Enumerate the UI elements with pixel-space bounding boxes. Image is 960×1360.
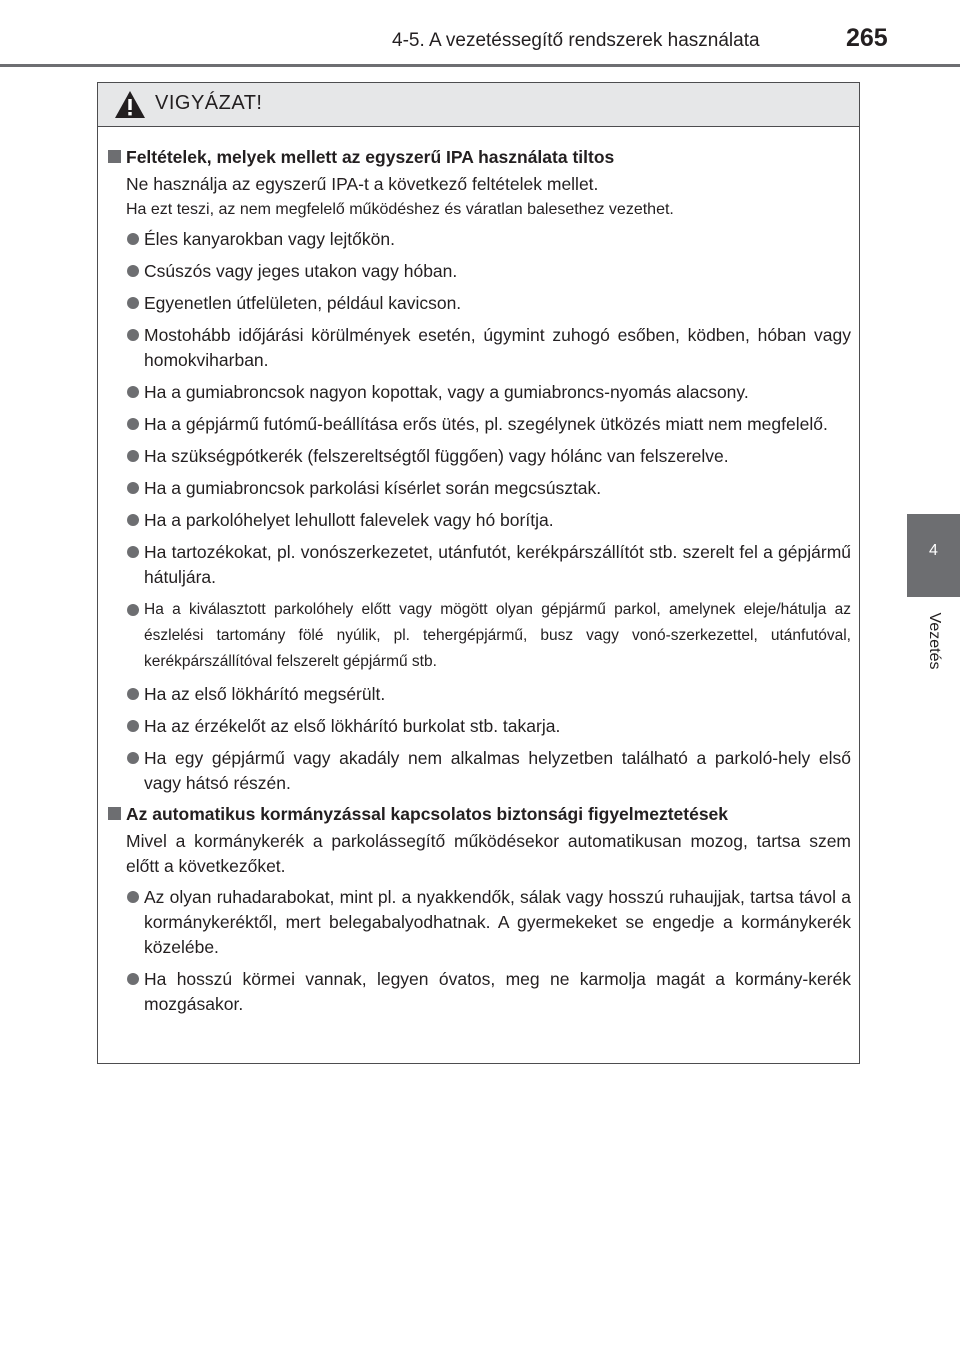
list-item-text: Ha egy gépjármű vagy akadály nem alkalmas helyzetben található a parkoló-hely első vagy hátsó részén.: [144, 748, 851, 793]
square-bullet-icon: [108, 150, 121, 163]
warning-triangle-icon: [114, 90, 146, 119]
list-item: [106, 380, 851, 405]
round-bullet-icon: [127, 973, 139, 985]
list-item-text: Ha a parkolóhelyet lehullott falevelek vagy hó borítja.: [144, 510, 554, 530]
list-item: [106, 412, 851, 437]
caution-box: [97, 82, 860, 1064]
round-bullet-icon: [127, 688, 139, 700]
round-bullet-icon: [127, 514, 139, 526]
list-item: [106, 323, 851, 373]
list-item-text: Mostohább időjárási körülmények esetén, úgymint zuhogó esőben, ködben, hóban vagy homokviharban.: [144, 325, 851, 370]
list-item-text: Csúszós vagy jeges utakon vagy hóban.: [144, 261, 458, 281]
round-bullet-icon: [127, 386, 139, 398]
list-item-text: Ha hosszú körmei vannak, legyen óvatos, meg ne karmolja magát a kormány-kerék mozgásakor.: [144, 969, 851, 1014]
list-item: [106, 682, 851, 707]
round-bullet-icon: [127, 604, 139, 616]
round-bullet-icon: [127, 233, 139, 245]
square-bullet-icon: [108, 807, 121, 820]
chapter-tab: [907, 514, 960, 597]
list-item: [106, 444, 851, 469]
round-bullet-icon: [127, 482, 139, 494]
list-item: [106, 227, 851, 252]
list-item-text: Ha a gumiabroncsok nagyon kopottak, vagy a gumiabroncs-nyomás alacsony.: [144, 382, 749, 402]
list-item: [106, 714, 851, 739]
section-title: 4-5. A vezetéssegítő rendszerek használata: [392, 30, 760, 51]
list-item-text: Ha a gépjármű futómű-beállítása erős ütés, pl. szegélynek ütközés miatt nem megfelelő.: [144, 414, 828, 434]
condition-list: [106, 227, 851, 796]
section-intro: Mivel a kormánykerék a parkolássegítő működésekor automatikusan mozog, tartsa szem előtt a következőket.: [126, 831, 851, 876]
round-bullet-icon: [127, 891, 139, 903]
page-number: 265: [846, 24, 888, 52]
steering-list: [106, 885, 851, 1017]
chapter-label: Vezetés: [925, 612, 943, 670]
round-bullet-icon: [127, 265, 139, 277]
header-rule: [0, 64, 960, 67]
chapter-label-wrap: [907, 597, 960, 697]
section-heading: [106, 803, 851, 826]
list-item: [106, 885, 851, 960]
round-bullet-icon: [127, 720, 139, 732]
section-intro: Ne használja az egyszerű IPA-t a következő feltételek mellet.: [126, 174, 599, 194]
list-item: [106, 540, 851, 590]
caution-header: [98, 83, 859, 127]
list-item-text: Egyenetlen útfelületen, például kavicson.: [144, 293, 462, 313]
round-bullet-icon: [127, 329, 139, 341]
round-bullet-icon: [127, 546, 139, 558]
list-item-text: Éles kanyarokban vagy lejtőkön.: [144, 229, 395, 249]
caution-body: [98, 127, 859, 1017]
chapter-number: 4: [929, 542, 938, 559]
list-item-text: Ha tartozékokat, pl. vonószerkezetet, utánfutót, kerékpárszállítót stb. szerelt fel a gépjármű hátuljára.: [144, 542, 851, 587]
list-item: [106, 259, 851, 284]
list-item-text: Ha az első lökhárító megsérült.: [144, 684, 386, 704]
list-item-text: Ha a kiválasztott parkolóhely előtt vagy mögött olyan gépjármű parkol, amelynek eleje/hátulja az észlelési tartomány fölé nyúlik, pl. tehergépjármű, busz vagy vonó-szerkezettel, utánfutóval, kerékpárszállítóval felszerelt gépjármű stb.: [144, 601, 851, 670]
list-item-text: Ha a gumiabroncsok parkolási kísérlet során megcsúsztak.: [144, 478, 602, 498]
section-heading: [106, 146, 851, 169]
round-bullet-icon: [127, 297, 139, 309]
list-item-text: Az olyan ruhadarabokat, mint pl. a nyakkendők, sálak vagy hosszú ruhaujjak, tartsa távol a kormánykeréktől, mert belegabalyodhatnak. A gyermekeket se engedje a kormánykerék közelébe.: [144, 887, 851, 957]
caution-title: VIGYÁZAT!: [155, 92, 263, 114]
round-bullet-icon: [127, 450, 139, 462]
list-item: [106, 967, 851, 1017]
list-item: [106, 508, 851, 533]
list-item-text: Ha szükségpótkerék (felszereltségtől függően) vagy hólánc van felszerelve.: [144, 446, 729, 466]
list-item-text: Ha az érzékelőt az első lökhárító burkolat stb. takarja.: [144, 716, 561, 736]
section-note: Ha ezt teszi, az nem megfelelő működéshez és váratlan balesethez vezethet.: [126, 201, 674, 218]
list-item: [106, 291, 851, 316]
list-item: [106, 597, 851, 675]
list-item: [106, 746, 851, 796]
round-bullet-icon: [127, 418, 139, 430]
list-item: [106, 476, 851, 501]
round-bullet-icon: [127, 752, 139, 764]
section-heading-text: Feltételek, melyek mellett az egyszerű IPA használata tiltos: [126, 147, 615, 167]
section-heading-text: Az automatikus kormányzással kapcsolatos biztonsági figyelmeztetések: [126, 804, 729, 824]
